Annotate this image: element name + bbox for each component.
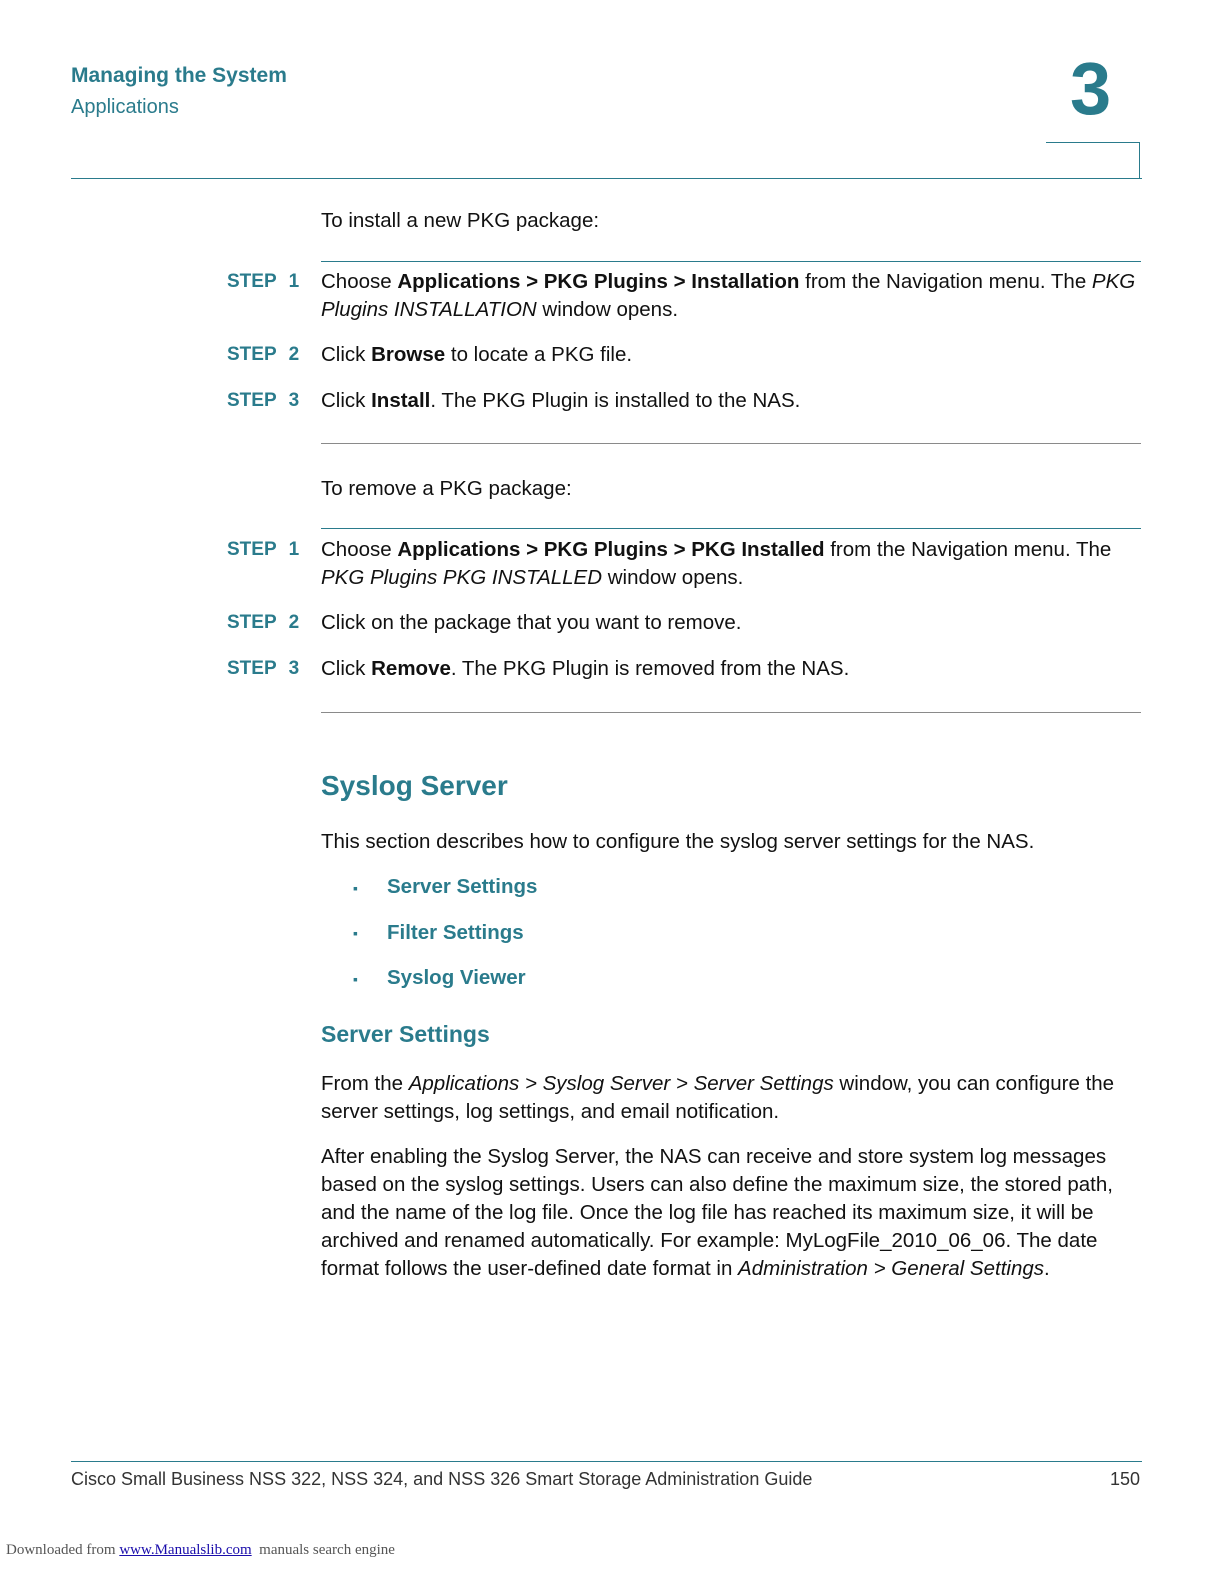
- section-heading-syslog-server: Syslog Server: [321, 770, 508, 801]
- step-label: STEP 1: [227, 539, 300, 560]
- procedure-end-rule: [321, 712, 1141, 713]
- chapter-number: 3: [1070, 47, 1112, 130]
- server-settings-paragraph-1: From the Applications > Syslog Server > Server Settings window, you can configure the server settings, log settings, and email notification.: [321, 1072, 1115, 1123]
- step-label: STEP 1: [227, 271, 300, 292]
- step-label: STEP 3: [227, 390, 300, 411]
- remove-intro: To remove a PKG package:: [321, 477, 572, 500]
- bullet-icon: ▪: [353, 880, 358, 896]
- install-step-2: Click Browse to locate a PKG file.: [321, 343, 633, 366]
- manualslib-link[interactable]: www.Manualslib.com: [119, 1542, 252, 1558]
- step-label: STEP 2: [227, 344, 300, 365]
- header-divider: [71, 178, 1142, 179]
- footer-doc-title: Cisco Small Business NSS 322, NSS 324, and NSS 326 Smart Storage Administration Guide: [71, 1469, 813, 1489]
- page-number: 150: [1109, 1469, 1140, 1489]
- procedure-rule: [321, 528, 1141, 529]
- syslog-description: This section describes how to configure the syslog server settings for the NAS.: [321, 830, 1035, 853]
- remove-step-1: Choose Applications > PKG Plugins > PKG Installed from the Navigation menu. The PKG Plugins PKG INSTALLED window opens.: [321, 538, 1112, 589]
- chapter-box-divider: [1046, 142, 1140, 178]
- link-syslog-viewer[interactable]: Syslog Viewer: [387, 966, 526, 989]
- chapter-title: Managing the System: [71, 64, 287, 87]
- section-subtitle: Applications: [71, 96, 179, 118]
- link-filter-settings[interactable]: Filter Settings: [387, 921, 524, 944]
- bullet-icon: ▪: [353, 925, 358, 941]
- footer-divider: [71, 1461, 1142, 1462]
- remove-step-2: Click on the package that you want to remove.: [321, 611, 742, 634]
- bullet-icon: ▪: [353, 971, 358, 987]
- server-settings-paragraph-2: After enabling the Syslog Server, the NAS can receive and store system log messages based on the syslog settings. Users can also define the maximum size, the stored path, and the name of the log file. Once the log file has reached its maximum size, it will be archived and renamed automatically. For example: MyLogFile_2010_06_06. The date format follows the user-defined date format in Administration > General Settings.: [321, 1145, 1113, 1280]
- remove-step-3: Click Remove. The PKG Plugin is removed from the NAS.: [321, 657, 850, 680]
- install-step-3: Click Install. The PKG Plugin is installed to the NAS.: [321, 389, 801, 412]
- download-banner: Downloaded from www.Manualslib.com manuals search engine: [6, 1542, 395, 1558]
- install-step-1: Choose Applications > PKG Plugins > Installation from the Navigation menu. The PKG Plugins INSTALLATION window opens.: [321, 270, 1136, 321]
- step-label: STEP 2: [227, 612, 300, 633]
- step-label: STEP 3: [227, 658, 300, 679]
- link-server-settings[interactable]: Server Settings: [387, 875, 538, 898]
- procedure-rule: [321, 261, 1141, 262]
- subsection-heading-server-settings: Server Settings: [321, 1021, 490, 1047]
- install-intro: To install a new PKG package:: [321, 209, 600, 232]
- procedure-end-rule: [321, 443, 1141, 444]
